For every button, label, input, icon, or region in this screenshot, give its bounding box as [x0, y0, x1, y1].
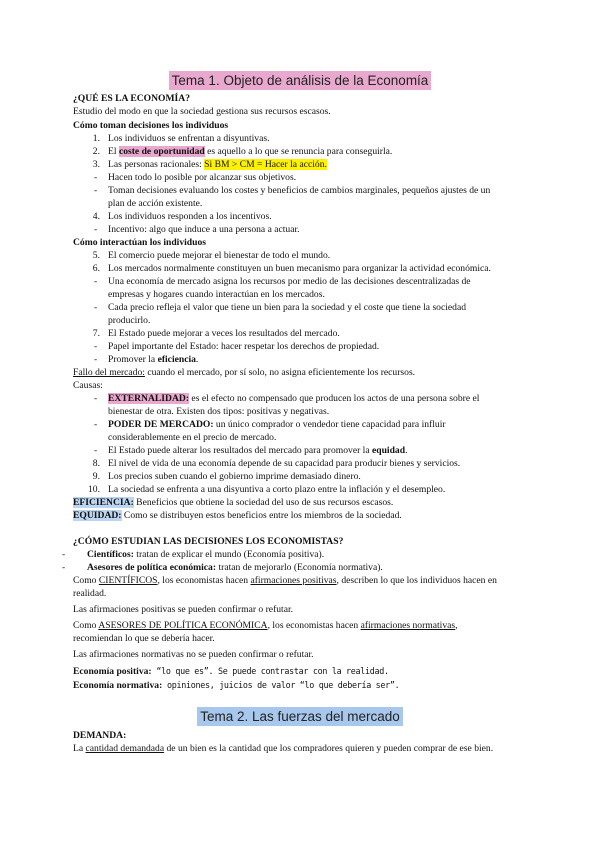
- sub-point: Una economía de mercado asigna los recursos por medio de las decisiones descentralizadas de: [108, 276, 471, 287]
- dash-bullet: -: [94, 224, 98, 235]
- list-number: 7.: [92, 328, 100, 339]
- paragraph-cont: recomiendan lo que se debería hacer.: [73, 633, 215, 644]
- dash-bullet: -: [94, 341, 98, 352]
- text-fragment: Las personas racionales:: [108, 159, 205, 170]
- principle-1: Los individuos se enfrentan a disyuntivas.: [108, 133, 270, 144]
- dash-bullet: -: [94, 302, 98, 313]
- underlined-term: afirmaciones normativas: [360, 620, 456, 631]
- intro-text: Estudio del modo en que la sociedad gestiona sus recursos escasos.: [73, 106, 331, 117]
- question-que-es: ¿QUÉ ES LA ECONOMÍA?: [73, 93, 191, 104]
- text-fragment: , describen lo que los individuos hacen en: [336, 575, 497, 586]
- asesores-paragraph: [73, 620, 458, 632]
- underlined-term: CIENTÍFICOS: [98, 575, 158, 586]
- sub-point: Toman decisiones evaluando los costes y beneficios de cambios marginales, pequeños ajustes de un: [108, 185, 491, 196]
- list-number: 2.: [92, 146, 100, 157]
- text-fragment: es el efecto no compensado que producen los actos de una persona sobre el: [189, 393, 480, 404]
- externalidad: [108, 393, 479, 405]
- economia-positiva: [73, 665, 389, 678]
- text-fragment: El Estado puede alterar los resultados del mercado para promover la: [108, 445, 372, 456]
- eficiencia-def: [73, 497, 393, 509]
- dash-bullet: -: [94, 185, 98, 196]
- bold-term: Economía normativa:: [73, 680, 163, 691]
- cientificos-paragraph: [73, 575, 497, 587]
- equidad-def: [73, 510, 402, 522]
- list-number: 6.: [92, 263, 100, 274]
- principle-8: El nivel de vida de una economía depende de su capacidad para producir bienes y servicios.: [108, 458, 461, 469]
- tema1-heading: [0, 71, 600, 90]
- asesores-point: [87, 562, 383, 574]
- sub-point: [108, 354, 198, 366]
- tema1-title: Tema 1. Objeto de análisis de la Economía: [169, 71, 432, 90]
- highlight-eficiencia: EFICIENCIA:: [73, 497, 134, 508]
- dash-bullet: -: [94, 276, 98, 287]
- text-fragment: .: [195, 354, 199, 365]
- paragraph-cont: realidad.: [73, 588, 107, 599]
- text-fragment: un único comprador o vendedor tiene capacidad para influir: [213, 419, 446, 430]
- list-number: 10.: [88, 484, 100, 495]
- underlined-term: afirmaciones positivas: [250, 575, 337, 586]
- list-number: 3.: [92, 159, 100, 170]
- sub-point-cont: producirlo.: [108, 315, 151, 326]
- demanda-heading: DEMANDA:: [73, 730, 127, 741]
- causas-label: Causas:: [73, 380, 103, 391]
- principle-7: El Estado puede mejorar a veces los resultados del mercado.: [108, 328, 340, 339]
- bold-term: Asesores de política económica:: [87, 562, 217, 573]
- text-fragment: Como: [73, 575, 99, 586]
- highlight-equidad: EQUIDAD:: [73, 510, 122, 521]
- text-fragment: Como se distribuyen estos beneficios entre los miembros de la sociedad.: [121, 510, 402, 521]
- sub-point: Hacen todo lo posible por alcanzar sus objetivos.: [108, 172, 297, 183]
- principle-3: [108, 159, 327, 171]
- principle-5: El comercio puede mejorar el bienestar de todo el mundo.: [108, 250, 331, 261]
- text-fragment: ,: [455, 620, 458, 631]
- text-fragment: , los economistas hacen: [157, 575, 251, 586]
- text-fragment: .: [405, 445, 408, 456]
- principle-6: Los mercados normalmente constituyen un buen mecanismo para organizar la actividad económica.: [108, 263, 491, 274]
- bold-term: PODER DE MERCADO:: [108, 419, 214, 430]
- dash-bullet: -: [94, 393, 98, 404]
- externalidad-cont: bienestar de otra. Existen dos tipos: positivas y negativas.: [108, 406, 330, 417]
- text-fragment: El: [108, 146, 119, 157]
- dash-bullet: -: [62, 562, 66, 573]
- dash-bullet: -: [94, 172, 98, 183]
- text-fragment: , los economistas hacen: [267, 620, 361, 631]
- bold-term: equidad: [372, 445, 406, 456]
- list-number: 5.: [92, 250, 100, 261]
- list-number: 8.: [92, 458, 100, 469]
- list-number: 9.: [92, 471, 100, 482]
- principle-2: [108, 146, 392, 158]
- positivas-refutar: Las afirmaciones positivas se pueden confirmar o refutar.: [73, 604, 294, 615]
- fallo-mercado: [73, 367, 415, 379]
- heading-interactuan: Cómo interactúan los individuos: [73, 237, 207, 248]
- dash-bullet: -: [62, 549, 66, 560]
- text-fragment: Como: [73, 620, 99, 631]
- normativas-refutar: Las afirmaciones normativas no se pueden confirmar o refutar.: [73, 649, 314, 660]
- list-number: 1.: [92, 133, 100, 144]
- principle-10: La sociedad se enfrenta a una disyuntiva a corto plazo entre la inflación y el desempleo.: [108, 484, 446, 495]
- highlight-externalidad: EXTERNALIDAD:: [108, 393, 190, 404]
- cientificos-point: [87, 549, 324, 561]
- text-fragment: es aquello a lo que se renuncia para conseguirla.: [204, 146, 393, 157]
- dash-bullet: -: [94, 419, 98, 430]
- underlined-term: cantidad demandada: [85, 743, 165, 754]
- principle-4: Los individuos responden a los incentivos.: [108, 211, 272, 222]
- underlined-term: ASESORES DE POLÍTICA ECONÓMICA: [98, 620, 268, 631]
- handwritten-note: “lo que es”. Se puede contrastar con la realidad.: [151, 666, 389, 676]
- demanda-definition: [73, 743, 493, 755]
- text-fragment: Promover la: [108, 354, 158, 365]
- tema2-title: Tema 2. Las fuerzas del mercado: [197, 707, 403, 726]
- dash-bullet: -: [94, 445, 98, 456]
- underlined-term: Fallo del mercado:: [73, 367, 145, 378]
- sub-point-cont: plan de acción existente.: [108, 198, 203, 209]
- text-fragment: tratan de mejorarlo (Economía normativa).: [216, 562, 383, 573]
- question-como-estudian: ¿CÓMO ESTUDIAN LAS DECISIONES LOS ECONOMISTAS?: [73, 536, 344, 547]
- text-fragment: La: [73, 743, 86, 754]
- sub-point: [108, 445, 407, 457]
- economia-normativa: [73, 679, 399, 692]
- sub-point: Incentivo: algo que induce a una persona a actuar.: [108, 224, 300, 235]
- poder-mercado-cont: considerablemente en el precio de mercado.: [108, 432, 277, 443]
- highlight-coste: coste de oportunidad: [118, 146, 205, 157]
- text-fragment: cuando el mercado, por sí solo, no asigna eficientemente los recursos.: [144, 367, 416, 378]
- text-fragment: Beneficios que obtiene la sociedad del uso de sus recursos escasos.: [133, 497, 394, 508]
- dash-bullet: -: [94, 354, 98, 365]
- text-fragment: tratan de explicar el mundo (Economía positiva).: [133, 549, 325, 560]
- poder-mercado: [108, 419, 446, 431]
- bold-term: Científicos:: [87, 549, 134, 560]
- list-number: 4.: [92, 211, 100, 222]
- principle-9: Los precios suben cuando el gobierno imprime demasiado dinero.: [108, 471, 361, 482]
- bold-term: Economía positiva:: [73, 666, 152, 677]
- handwritten-note: opiniones, juicios de valor “lo que debería ser”.: [162, 680, 400, 690]
- text-fragment: de un bien es la cantidad que los compradores quieren y pueden comprar de ese bien.: [164, 743, 494, 754]
- bold-term: eficiencia: [157, 354, 196, 365]
- tema2-heading: [0, 707, 600, 726]
- sub-point-cont: empresas y hogares cuando interactúan en los mercados.: [108, 289, 325, 300]
- sub-point: Cada precio refleja el valor que tiene un bien para la sociedad y el coste que tiene la sociedad: [108, 302, 467, 313]
- heading-decisiones: Cómo toman decisiones los individuos: [73, 120, 229, 131]
- highlight-bm-cm: Si BM > CM = Hacer la acción.: [204, 159, 327, 170]
- sub-point: Papel importante del Estado: hacer respetar los derechos de propiedad.: [108, 341, 380, 352]
